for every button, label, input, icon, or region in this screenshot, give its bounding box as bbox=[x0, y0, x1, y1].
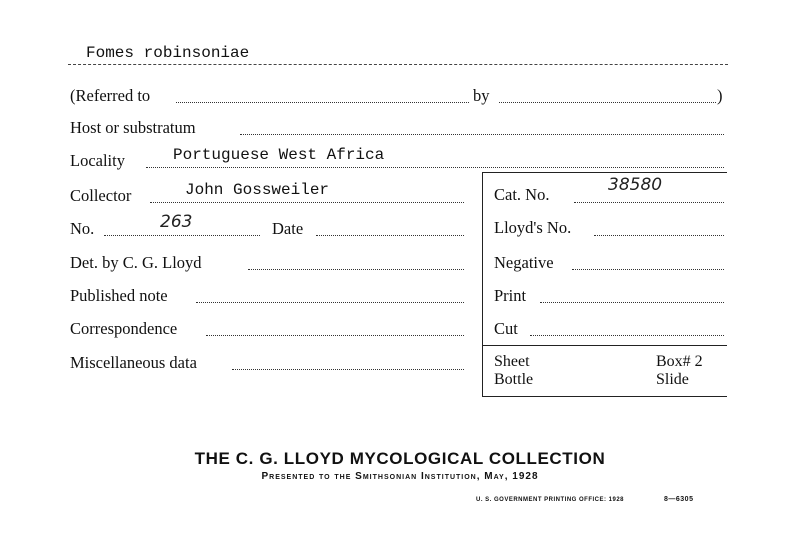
correspondence-field[interactable] bbox=[206, 335, 464, 336]
cat-no-field[interactable] bbox=[574, 202, 724, 203]
form-number: 8—6305 bbox=[664, 496, 694, 503]
box-bottom-border bbox=[482, 396, 727, 397]
lloyds-no-label: Lloyd's No. bbox=[494, 218, 572, 237]
printing-office-note: U. S. GOVERNMENT PRINTING OFFICE: 1928 bbox=[476, 497, 625, 503]
locality-value: Portuguese West Africa bbox=[173, 146, 385, 164]
host-field[interactable] bbox=[240, 134, 724, 135]
negative-label: Negative bbox=[494, 253, 554, 272]
correspondence-label: Correspondence bbox=[70, 319, 178, 338]
print-field[interactable] bbox=[540, 302, 724, 303]
slide-label: Slide bbox=[656, 371, 689, 388]
misc-field[interactable] bbox=[232, 369, 464, 370]
box-left-border bbox=[482, 172, 483, 396]
negative-field[interactable] bbox=[572, 269, 724, 270]
misc-label: Miscellaneous data bbox=[70, 353, 197, 372]
collector-field[interactable] bbox=[150, 202, 464, 203]
collection-subtitle: Presented to the Smithsonian Institution, May, 1928 bbox=[261, 471, 539, 482]
box-divider bbox=[482, 345, 727, 346]
close-paren: ) bbox=[717, 86, 723, 105]
published-note-field[interactable] bbox=[196, 302, 464, 303]
referred-to-label: (Referred to bbox=[70, 86, 151, 105]
referred-to-field[interactable] bbox=[176, 102, 469, 103]
referred-by-field[interactable] bbox=[499, 102, 716, 103]
cat-no-value: 38580 bbox=[608, 175, 663, 195]
cat-no-label: Cat. No. bbox=[494, 185, 550, 204]
specimen-name: Fomes robinsoniae bbox=[86, 44, 250, 62]
date-field[interactable] bbox=[316, 235, 464, 236]
no-field[interactable] bbox=[104, 235, 260, 236]
sheet-label: Sheet bbox=[494, 353, 530, 370]
collector-value: John Gossweiler bbox=[185, 181, 330, 199]
locality-label: Locality bbox=[70, 151, 125, 170]
host-label: Host or substratum bbox=[70, 118, 196, 137]
box-top-border bbox=[482, 172, 727, 173]
collector-label: Collector bbox=[70, 186, 132, 205]
no-value: 263 bbox=[160, 212, 193, 232]
cut-field[interactable] bbox=[530, 335, 724, 336]
det-by-field[interactable] bbox=[248, 269, 464, 270]
date-label: Date bbox=[272, 219, 304, 238]
bottle-label: Bottle bbox=[494, 371, 534, 388]
name-rule bbox=[68, 64, 728, 65]
collection-title: THE C. G. LLOYD MYCOLOGICAL COLLECTION bbox=[194, 449, 606, 468]
det-by-label: Det. by C. G. Lloyd bbox=[70, 253, 202, 272]
by-label: by bbox=[473, 86, 490, 105]
locality-field[interactable] bbox=[146, 167, 724, 168]
box-label: Box# 2 bbox=[656, 353, 703, 370]
cut-label: Cut bbox=[494, 319, 518, 338]
published-note-label: Published note bbox=[70, 286, 168, 305]
no-label: No. bbox=[70, 219, 95, 238]
lloyds-no-field[interactable] bbox=[594, 235, 724, 236]
print-label: Print bbox=[494, 286, 527, 305]
